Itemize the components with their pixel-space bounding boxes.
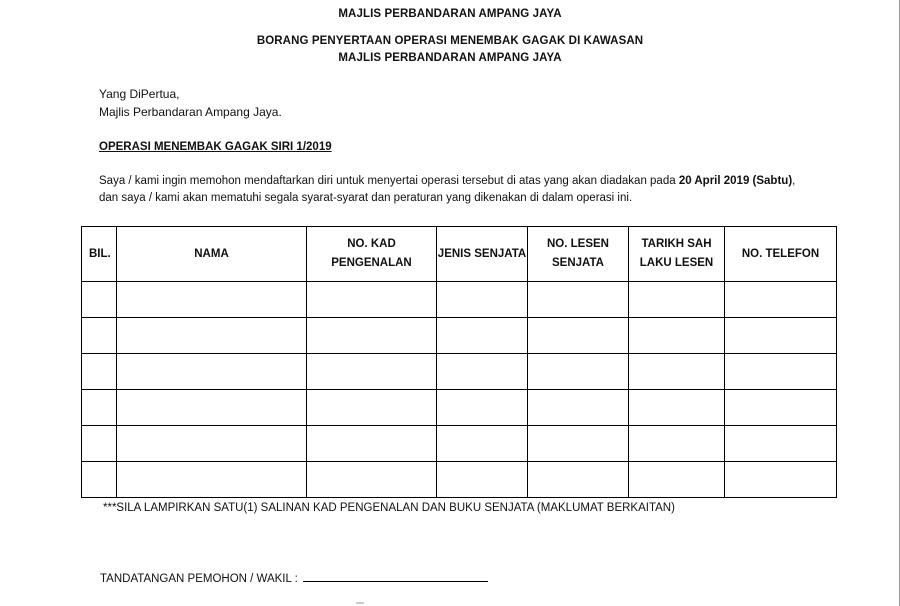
column-header-lesen bbox=[528, 227, 629, 282]
table-row bbox=[82, 462, 837, 498]
column-header-bil bbox=[82, 227, 117, 282]
cell-senjata[interactable] bbox=[437, 354, 528, 390]
column-header-telefon-label: NO. TELEFON bbox=[741, 247, 820, 260]
signature-line[interactable] bbox=[303, 569, 488, 582]
signature-row bbox=[100, 569, 488, 585]
column-header-nama bbox=[117, 227, 307, 282]
cell-nama[interactable] bbox=[117, 390, 307, 426]
cell-tarikh[interactable] bbox=[629, 354, 725, 390]
table-header-row bbox=[82, 227, 837, 282]
cell-kad[interactable] bbox=[307, 354, 437, 390]
signature-label: TANDATANGAN PEMOHON / WAKIL : bbox=[100, 573, 298, 585]
cell-tarikh[interactable] bbox=[629, 390, 725, 426]
cell-tarikh[interactable] bbox=[629, 462, 725, 498]
cell-senjata[interactable] bbox=[437, 282, 528, 318]
column-header-kad-line1: NO. KAD bbox=[347, 238, 396, 250]
cell-telefon[interactable] bbox=[725, 354, 837, 390]
form-title-line2: MAJLIS PERBANDARAN AMPANG JAYA bbox=[338, 52, 562, 64]
column-header-nama-label: NAMA bbox=[194, 247, 229, 260]
table-body bbox=[82, 282, 837, 498]
cell-telefon[interactable] bbox=[725, 318, 837, 354]
attachment-note: ***SILA LAMPIRKAN SATU(1) SALINAN KAD PENGENALAN DAN BUKU SENJATA (MAKLUMAT BERKAITAN) bbox=[103, 502, 675, 514]
cell-senjata[interactable] bbox=[437, 390, 528, 426]
cell-telefon[interactable] bbox=[725, 462, 837, 498]
paragraph-line1-prefix: Saya / kami ingin memohon mendaftarkan diri untuk menyertai operasi tersebut di atas yang akan diadakan pada bbox=[99, 175, 679, 187]
cell-tarikh[interactable] bbox=[629, 282, 725, 318]
addressee-organization: Majlis Perbandaran Ampang Jaya. bbox=[99, 105, 282, 119]
cell-kad[interactable] bbox=[307, 390, 437, 426]
cell-bil[interactable] bbox=[82, 318, 117, 354]
column-header-tarikh-line2: LAKU LESEN bbox=[639, 257, 714, 269]
cell-kad[interactable] bbox=[307, 318, 437, 354]
cell-nama[interactable] bbox=[117, 282, 307, 318]
cell-kad[interactable] bbox=[307, 462, 437, 498]
cell-nama[interactable] bbox=[117, 354, 307, 390]
table-row bbox=[82, 318, 837, 354]
cell-bil[interactable] bbox=[82, 282, 117, 318]
cell-senjata[interactable] bbox=[437, 462, 528, 498]
cell-lesen[interactable] bbox=[528, 426, 629, 462]
column-header-bil-label: BIL. bbox=[89, 247, 111, 260]
paragraph-line1-suffix: , bbox=[792, 175, 796, 187]
operation-date: 20 April 2019 (Sabtu) bbox=[678, 175, 793, 187]
cell-tarikh[interactable] bbox=[629, 426, 725, 462]
section-title: OPERASI MENEMBAK GAGAK SIRI 1/2019 bbox=[99, 141, 332, 153]
table-row bbox=[82, 390, 837, 426]
table-row bbox=[82, 354, 837, 390]
page-footer-mark bbox=[356, 602, 364, 604]
paragraph-line1 bbox=[99, 175, 795, 187]
form-title-line1: BORANG PENYERTAAN OPERASI MENEMBAK GAGAK DI KAWASAN bbox=[256, 35, 644, 47]
cell-lesen[interactable] bbox=[528, 462, 629, 498]
cell-senjata[interactable] bbox=[437, 318, 528, 354]
registration-table bbox=[81, 226, 837, 498]
addressee-title: Yang DiPertua, bbox=[99, 87, 180, 101]
table-row bbox=[82, 282, 837, 318]
table-row bbox=[82, 426, 837, 462]
column-header-lesen-line1: NO. LESEN bbox=[547, 238, 609, 250]
column-header-telefon bbox=[725, 227, 837, 282]
cell-kad[interactable] bbox=[307, 426, 437, 462]
cell-lesen[interactable] bbox=[528, 318, 629, 354]
cell-telefon[interactable] bbox=[725, 282, 837, 318]
cell-lesen[interactable] bbox=[528, 354, 629, 390]
column-header-senjata-label: JENIS SENJATA bbox=[437, 247, 527, 260]
council-name-heading: MAJLIS PERBANDARAN AMPANG JAYA bbox=[338, 8, 562, 20]
column-header-lesen-line2: SENJATA bbox=[552, 257, 604, 269]
cell-tarikh[interactable] bbox=[629, 318, 725, 354]
cell-lesen[interactable] bbox=[528, 282, 629, 318]
cell-nama[interactable] bbox=[117, 426, 307, 462]
cell-nama[interactable] bbox=[117, 462, 307, 498]
cell-bil[interactable] bbox=[82, 426, 117, 462]
cell-lesen[interactable] bbox=[528, 390, 629, 426]
cell-bil[interactable] bbox=[82, 354, 117, 390]
cell-nama[interactable] bbox=[117, 318, 307, 354]
column-header-tarikh bbox=[629, 227, 725, 282]
cell-telefon[interactable] bbox=[725, 390, 837, 426]
cell-telefon[interactable] bbox=[725, 426, 837, 462]
cell-senjata[interactable] bbox=[437, 426, 528, 462]
cell-bil[interactable] bbox=[82, 462, 117, 498]
paragraph-line2: dan saya / kami akan mematuhi segala syarat-syarat dan peraturan yang dikenakan di dalam operasi ini. bbox=[99, 192, 633, 204]
cell-bil[interactable] bbox=[82, 390, 117, 426]
column-header-kad bbox=[307, 227, 437, 282]
column-header-tarikh-line1: TARIKH SAH bbox=[641, 238, 712, 250]
column-header-kad-line2: PENGENALAN bbox=[331, 257, 412, 269]
column-header-senjata bbox=[437, 227, 528, 282]
cell-kad[interactable] bbox=[307, 282, 437, 318]
